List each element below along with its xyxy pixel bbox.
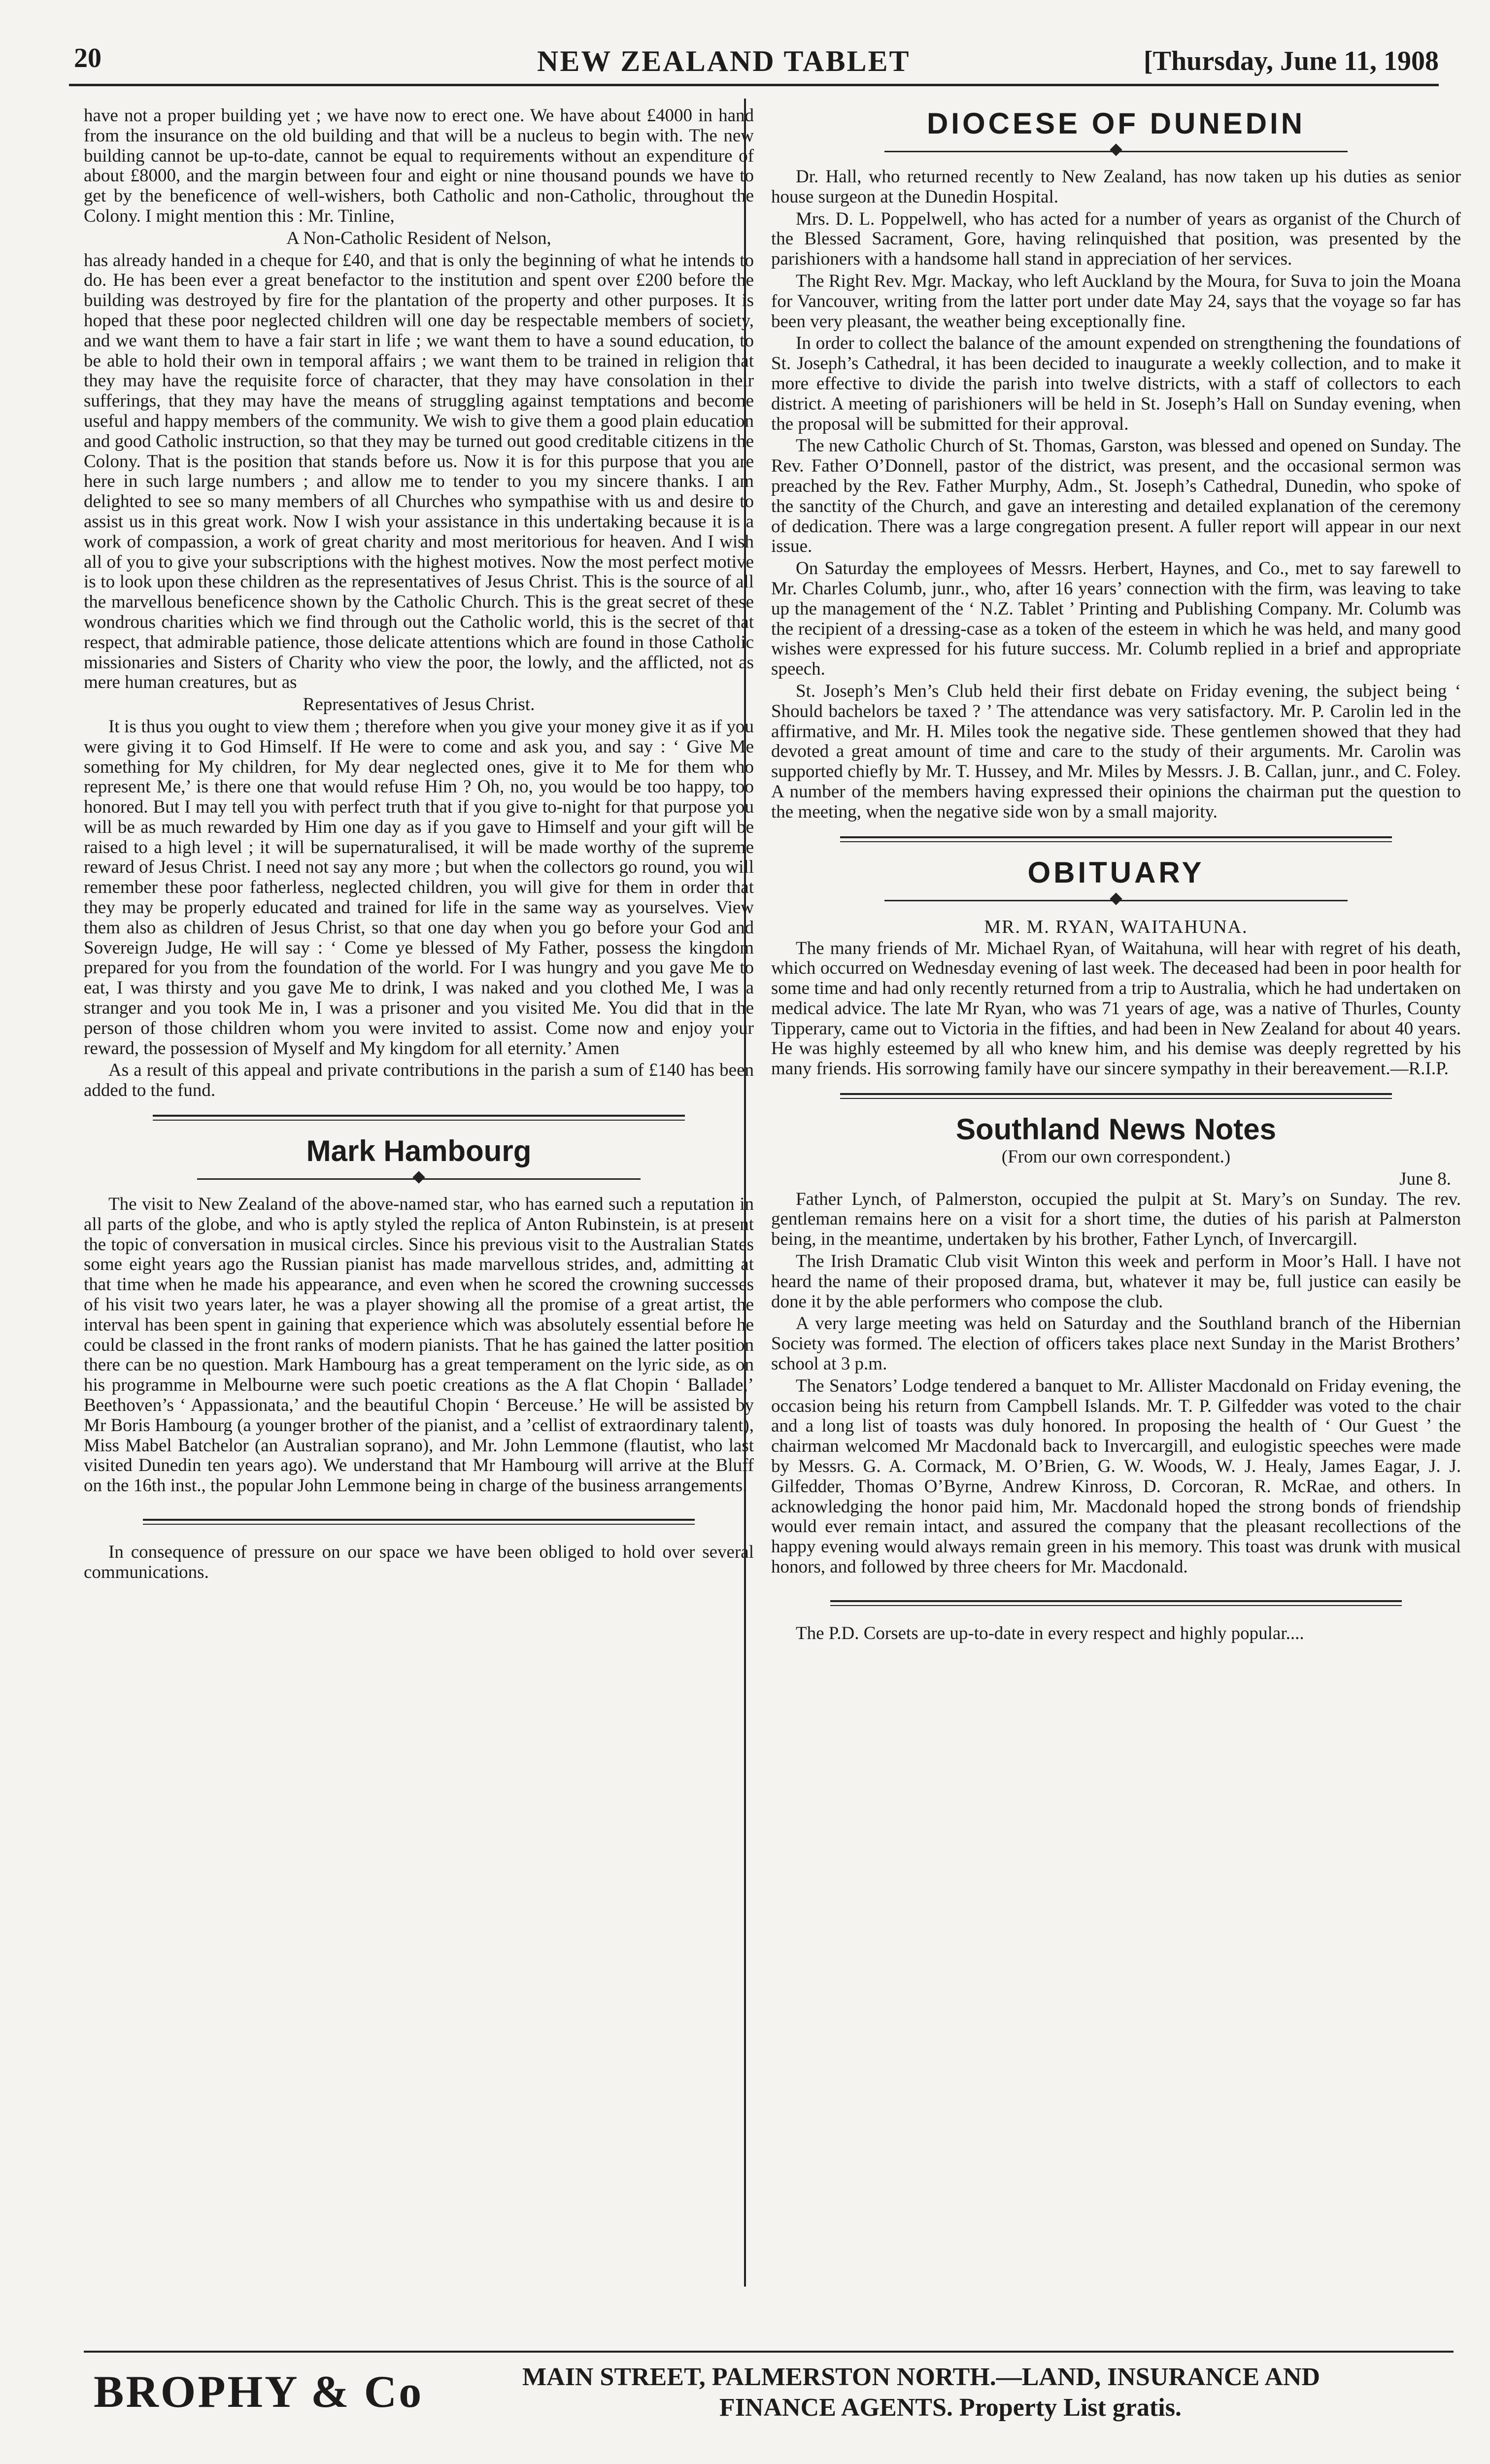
footer-advert	[84, 2361, 1454, 2430]
article-paragraph: have not a proper building yet ; we have now to erect one. We have about £4000 in hand from the insurance on the old building and that will be a nucleus to begin with. The new building cannot be up-to-date, cannot be equal to requirements without an expenditure of about £8000, and the margin between four and eight or nine thousand pounds we have to get by the beneficence of well-wishers, both Catholic and non-Catholic, throughout the Colony. I might mention this : Mr. Tinline,	[84, 105, 754, 226]
space-notice: In consequence of pressure on our space we have been obliged to hold over several communications.	[84, 1542, 754, 1582]
header-rule	[69, 84, 1439, 86]
section-separator	[840, 836, 1392, 842]
mark-hambourg-heading: Mark Hambourg	[306, 1134, 532, 1168]
corsets-ad: The P.D. Corsets are up-to-date in every respect and highly popular....	[796, 1623, 1304, 1643]
page-number: 20	[74, 43, 102, 73]
southland-date: June 8.	[1399, 1168, 1451, 1189]
article-paragraph: The new Catholic Church of St. Thomas, Garston, was blessed and opened on Sunday. The Rev. Father O’Donnell, pastor of the district, was present, and the occasional sermon was preached by the Rev. Father Murphy, Adm., St. Joseph’s Cathedral, Dunedin, who spoke of the sanctity of the Church, and gave an interesting and detailed explanation of the ceremony of dedication. There was a large congregation present. A fuller report will appear in our next issue.	[771, 436, 1461, 557]
advert-tagline: FINANCE AGENTS. Property List gratis.	[719, 2394, 1182, 2422]
article-paragraph: A very large meeting was held on Saturday and the Southland branch of the Hibernian Society was formed. The election of officers takes place next Sunday in the Marist Brothers’ school at 3 p.m.	[771, 1313, 1461, 1374]
section-separator	[143, 1519, 695, 1525]
article-paragraph: St. Joseph’s Men’s Club held their first debate on Friday evening, the subject being ‘ Should bachelors be taxed ? ’ The attendance was very satisfactory. Mr. P. Carolin led in the affirmative, and Mr. H. Miles took the negative side. These gentlemen showed that they had devoted a great amount of time and care to the study of their arguments. Mr. Carolin was supported chiefly by Mr. T. Hussey, and Mr. Miles by Messrs. J. B. Callan, junr., and C. Foley. A number of the members having expressed their opinions the chairman put the question to the meeting, when the negative side won by a small majority.	[771, 681, 1461, 822]
section-subhead: A Non-Catholic Resident of Nelson,	[286, 228, 551, 248]
section-separator	[830, 1600, 1402, 1606]
article-paragraph: has already handed in a cheque for £40, and that is only the beginning of what he intends to do. He has been ever a great benefactor to the institution and spent over £200 before the building was destroyed by fire for the plantation of the property and other purposes. It is hoped that these poor neglected children will one day be respectable members of society, and we want them to have a fair start in life ; we want them to have a sound education, to be able to hold their own in temporal affairs ; we want them to be trained in religion that they may have the requisite force of character, that they may have consolation in their sufferings, that they may have the means of struggling against temptations and become useful and happy members of the community. We wish to give them a good plain education and good Catholic instruction, so that they may be turned out good creditable citizens in the Colony. That is the position that stands before us. Now it is for this purpose that you are here in such large numbers ; and allow me to tender to you my sincere thanks. I am delighted to see so many members of all Churches who sympathise with us and desire to assist us in this great work. Now I wish your assistance in this undertaking because it is a work of compassion, a work of great charity and most meritorious for heaven. And I wish all of you to give your subscriptions with the highest motives. Now the most perfect motive is to look upon these children as the representatives of Jesus Christ. This is the source of all the marvellous beneficence shown by the Catholic Church. This is the great secret of these wondrous charities which we find through out the Catholic world, this is the secret of that respect, that admirable patience, those delicate attentions which are found in those Catholic missionaries and Sisters of Charity who view the poor, the lowly, and the afflicted, not as mere human creatures, but as	[84, 250, 754, 693]
article-paragraph: Father Lynch, of Palmerston, occupied the pulpit at St. Mary’s on Sunday. The rev. gentleman remains here on a visit for a short time, the duties of his parish at Palmerston being, in the meantime, undertaken by his brother, Father Lynch, of Invercargill.	[771, 1189, 1461, 1250]
footer-rule	[84, 2351, 1454, 2353]
obituary-subtitle: MR. M. RYAN, WAITAHUNA.	[984, 916, 1248, 937]
article-paragraph: The Right Rev. Mgr. Mackay, who left Auckland by the Moura, for Suva to join the Moana for Vancouver, writing from the latter port under date May 24, says that the voyage so far has been very pleasant, the weather being exceptionally fine.	[771, 271, 1461, 332]
right-column	[771, 106, 1461, 2284]
advert-firm-name: BROPHY & Co	[94, 2366, 424, 2417]
heading-ornament	[197, 1172, 641, 1186]
advert-address: MAIN STREET, PALMERSTON NORTH.—LAND, INSURANCE AND	[522, 2363, 1321, 2391]
publication-title: NEW ZEALAND TABLET	[537, 45, 911, 77]
section-separator	[153, 1115, 685, 1121]
article-paragraph: On Saturday the employees of Messrs. Herbert, Haynes, and Co., met to say farewell to Mr. Charles Columb, junr., who, after 16 years’ connection with the firm, was leaving to take up the management of the ‘ N.Z. Tablet ’ Printing and Publishing Company. Mr. Columb was the recipient of a dressing-case as a token of the esteem in which he was held, and many good wishes were expressed for his future success. Mr. Columb replied in a brief and appropriate speech.	[771, 558, 1461, 680]
heading-ornament	[884, 144, 1348, 158]
diocese-heading: DIOCESE OF DUNEDIN	[926, 107, 1306, 140]
issue-date: [Thursday, June 11, 1908	[1143, 46, 1439, 76]
southland-byline: (From our own correspondent.)	[1001, 1147, 1231, 1167]
article-paragraph: Dr. Hall, who returned recently to New Zealand, has now taken up his duties as senior house surgeon at the Dunedin Hospital.	[771, 167, 1461, 207]
page-header	[69, 38, 1439, 88]
article-paragraph: The Irish Dramatic Club visit Winton this week and perform in Moor’s Hall. I have not heard the name of their proposed drama, but, whatever it may be, full justice can easily be done it by the able performers who compose the club.	[771, 1251, 1461, 1312]
article-paragraph: The visit to New Zealand of the above-named star, who has earned such a reputation in all parts of the globe, and who is aptly styled the replica of Anton Rubinstein, is at present the topic of conversation in musical circles. Since his previous visit to the Australian States some eight years ago the Russian pianist has made marvellous strides, and, admitting at that time when he made his appearance, and even when he scored the crowning successes of his visit two years later, he was a player showing all the promise of a great artist, the interval has been spent in gaining that experience which was absolutely essential before he could be classed in the front ranks of modern pianists. That he has gained the latter position there can be no question. Mark Hambourg has a great temperament on the lyric side, as on his programme in Melbourne were such poetic creations as the A flat Chopin ‘ Ballade,’ Beethoven’s ‘ Appassionata,’ and the beautiful Chopin ‘ Berceuse.’ He will be assisted by Mr Boris Hambourg (a younger brother of the pianist, and a ’cellist of extraordinary talent), Miss Mabel Batchelor (an Australian soprano), and Mr. John Lemmone (flautist, who last visited Dunedin ten years ago). We understand that Mr Hambourg will arrive at the Bluff on the 16th inst., the popular John Lemmone being in charge of the business arrangements.	[84, 1194, 754, 1496]
southland-heading: Southland News Notes	[955, 1113, 1277, 1146]
article-paragraph: As a result of this appeal and private contributions in the parish a sum of £140 has been added to the fund.	[84, 1060, 754, 1101]
section-separator	[840, 1093, 1392, 1099]
article-paragraph: Mrs. D. L. Poppelwell, who has acted for a number of years as organist of the Church of the Blessed Sacrament, Gore, having relinquished that position, was presented by the parishioners with a handsome hall stand in appreciation of her services.	[771, 208, 1461, 270]
heading-ornament	[884, 893, 1348, 907]
obituary-heading: OBITUARY	[1027, 856, 1205, 889]
diamond-icon	[1110, 143, 1122, 156]
left-column	[84, 106, 754, 2284]
diamond-icon	[412, 1171, 425, 1183]
article-paragraph: The Senators’ Lodge tendered a banquet to Mr. Allister Macdonald on Friday evening, the occasion being his return from Campbell Islands. Mr. T. P. Gilfedder was voted to the chair and a long list of toasts was duly honored. In proposing the health of ‘ Our Guest ’ the chairman welcomed Mr Macdonald back to Invercargill, and eulogistic speeches were made by Messrs. G. A. Cormack, M. O’Brien, G. W. Woods, W. J. Healy, James Eagar, J. J. Gilfedder, Thomas O’Byrne, Andrew Kinross, D. Corcoran, R. McRae, and others. In acknowledging the honor paid him, Mr. Macdonald hoped the strong bonds of friendship would ever remain intact, and assured the company that the pleasant recollections of the happy evening would always remain green in his memory. This toast was drunk with musical honors, and followed by three cheers for Mr. Macdonald.	[771, 1375, 1461, 1577]
article-paragraph: In order to collect the balance of the amount expended on strengthening the foundations of St. Joseph’s Cathedral, it has been decided to inaugurate a weekly collection, and to make it more effective to divide the parish into twelve districts, with a staff of collectors to each district. A meeting of parishioners will be held in St. Joseph’s Hall on Sunday evening, when the proposal will be submitted for their approval.	[771, 333, 1461, 434]
article-paragraph: The many friends of Mr. Michael Ryan, of Waitahuna, will hear with regret of his death, which occurred on Wednesday evening of last week. The deceased had been in poor health for some time and had only recently returned from a trip to Australia, which he had undertaken on medical advice. The late Mr Ryan, who was 71 years of age, was a native of Thurles, County Tipperary, came out to Victoria in the fifties, and had been in New Zealand for about 40 years. He was highly esteemed by all who knew him, and his demise was deeply regretted by his many friends. His sorrowing family have our sincere sympathy in their bereavement.—R.I.P.	[771, 938, 1461, 1079]
section-subhead: Representatives of Jesus Christ.	[303, 694, 535, 715]
diamond-icon	[1110, 892, 1122, 905]
article-paragraph: It is thus you ought to view them ; therefore when you give your money give it as if you were giving it to God Himself. If He were to come and ask you, and say : ‘ Give Me something for My children, for My dear neglected ones, give it to Me for them who represent Me,’ is there one that would refuse Him ? Oh, no, you would be too happy, too honored. But I may tell you with perfect truth that if you give to-night for that purpose you will be as much rewarded by Him one day as if you gave to Himself and your gift will be raised to a high level ; it will be supernaturalised, it will be made worthy of the supreme reward of Jesus Christ. I need not say any more ; but when the collectors go round, you will remember these poor fatherless, neglected children, you will give for them in order that they may be properly educated and trained for life in the same way as yourselves. View them also as children of Jesus Christ, so that one day when you go before your God and Sovereign Judge, He will say : ‘ Come ye blessed of My Father, possess the kingdom prepared for you from the foundation of the world. For I was hungry and you gave Me to eat, I was thirsty and you gave Me to drink, I was naked and you clothed Me, I was a stranger and you took Me in, I was a prisoner and you visited Me. You did that in the person of those children whom you were invited to assist. Come now and enjoy your reward, the possession of Myself and My kingdom for all eternity.’ Amen	[84, 716, 754, 1059]
